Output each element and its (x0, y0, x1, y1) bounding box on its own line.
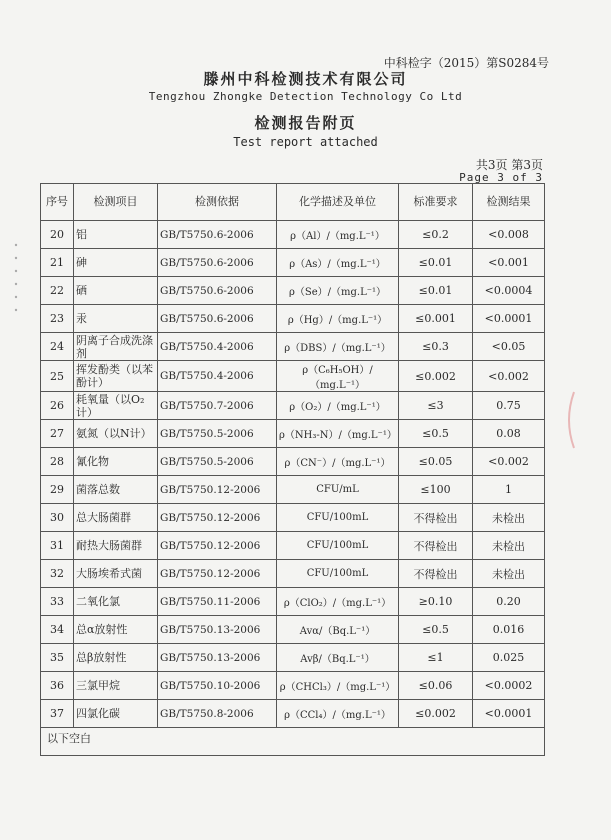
cell-basis: GB/T5750.5-2006 (158, 420, 277, 448)
table-row (41, 392, 545, 420)
cell-standard: ≤0.001 (399, 305, 473, 333)
table-row (41, 504, 545, 532)
cell-item: 砷 (74, 249, 158, 277)
table-row (41, 221, 545, 249)
cell-no: 20 (41, 221, 74, 249)
cell-no: 22 (41, 277, 74, 305)
cell-no: 36 (41, 672, 74, 700)
blank-cell (41, 728, 545, 756)
cell-result: <0.0004 (473, 277, 545, 305)
cell-no: 21 (41, 249, 74, 277)
cell-no: 29 (41, 476, 74, 504)
table-row (41, 644, 545, 672)
company-name-cn: 滕州中科检测技术有限公司 (203, 70, 408, 88)
cell-chem-unit: ρ（CHCl₃）/（mg.L⁻¹） (277, 672, 399, 700)
cell-chem-unit: ρ（C₆H₅OH）/（mg.L⁻¹） (277, 361, 399, 392)
cell-basis: GB/T5750.10-2006 (158, 672, 277, 700)
cell-chem-unit: ρ（NH₃-N）/（mg.L⁻¹） (277, 420, 399, 448)
cell-basis: GB/T5750.6-2006 (158, 277, 277, 305)
cell-no: 33 (41, 588, 74, 616)
table-row (41, 361, 545, 392)
test-results-table (40, 183, 545, 756)
cell-standard: ≤0.5 (399, 616, 473, 644)
cell-item: 四氯化碳 (74, 700, 158, 728)
cell-chem-unit: ρ（CN⁻）/（mg.L⁻¹） (277, 448, 399, 476)
cell-standard: ≥0.10 (399, 588, 473, 616)
cell-item: 总α放射性 (74, 616, 158, 644)
cell-basis: GB/T5750.11-2006 (158, 588, 277, 616)
cell-chem-unit: ρ（As）/（mg.L⁻¹） (277, 249, 399, 277)
header-no: 序号 (41, 184, 74, 221)
cell-basis: GB/T5750.4-2006 (158, 361, 277, 392)
cell-no: 32 (41, 560, 74, 588)
cell-standard: ≤0.05 (399, 448, 473, 476)
cell-chem-unit: ρ（DBS）/（mg.L⁻¹） (277, 333, 399, 361)
cell-standard: ≤100 (399, 476, 473, 504)
cell-standard: ≤0.01 (399, 249, 473, 277)
cell-result: <0.05 (473, 333, 545, 361)
cell-item: 耗氧量（以O₂计） (74, 392, 158, 420)
cell-standard: ≤0.01 (399, 277, 473, 305)
cell-result: 0.20 (473, 588, 545, 616)
cell-standard: ≤0.5 (399, 420, 473, 448)
cell-chem-unit: CFU/100mL (277, 560, 399, 588)
cell-result: <0.002 (473, 448, 545, 476)
table-row (41, 560, 545, 588)
cell-result: <0.008 (473, 221, 545, 249)
cell-basis: GB/T5750.5-2006 (158, 448, 277, 476)
cell-item: 总β放射性 (74, 644, 158, 672)
cell-standard: ≤0.2 (399, 221, 473, 249)
header-result: 检测结果 (473, 184, 545, 221)
cell-standard: ≤0.3 (399, 333, 473, 361)
cell-result: <0.0001 (473, 700, 545, 728)
cell-basis: GB/T5750.7-2006 (158, 392, 277, 420)
header-standard: 标准要求 (399, 184, 473, 221)
cell-basis: GB/T5750.13-2006 (158, 644, 277, 672)
cell-standard: ≤0.002 (399, 361, 473, 392)
table-row (41, 672, 545, 700)
cell-chem-unit: Avα/（Bq.L⁻¹） (277, 616, 399, 644)
cell-chem-unit: CFU/100mL (277, 532, 399, 560)
table-row (41, 588, 545, 616)
cell-chem-unit: ρ（ClO₂）/（mg.L⁻¹） (277, 588, 399, 616)
cell-basis: GB/T5750.12-2006 (158, 532, 277, 560)
cell-no: 37 (41, 700, 74, 728)
blank-row (41, 728, 545, 756)
cell-chem-unit: ρ（Se）/（mg.L⁻¹） (277, 277, 399, 305)
cell-result: 未检出 (473, 532, 545, 560)
cell-basis: GB/T5750.6-2006 (158, 221, 277, 249)
cell-no: 35 (41, 644, 74, 672)
cell-basis: GB/T5750.12-2006 (158, 476, 277, 504)
page-indicator-en: Page 3 of 3 (459, 171, 543, 184)
cell-item: 氨氮（以N计） (74, 420, 158, 448)
scan-marks-decoration (12, 240, 22, 330)
cell-chem-unit: ρ（O₂）/（mg.L⁻¹） (277, 392, 399, 420)
report-title-en: Test report attached (233, 135, 378, 149)
cell-result: 0.016 (473, 616, 545, 644)
cell-no: 28 (41, 448, 74, 476)
cell-chem-unit: ρ（CCl₄）/（mg.L⁻¹） (277, 700, 399, 728)
table-header-row (41, 184, 545, 221)
report-title-cn: 检测报告附页 (254, 114, 357, 132)
cell-result: 0.08 (473, 420, 545, 448)
cell-no: 24 (41, 333, 74, 361)
cell-result: 0.025 (473, 644, 545, 672)
cell-item: 氰化物 (74, 448, 158, 476)
cell-item: 耐热大肠菌群 (74, 532, 158, 560)
cell-no: 25 (41, 361, 74, 392)
cell-item: 汞 (74, 305, 158, 333)
cell-basis: GB/T5750.6-2006 (158, 305, 277, 333)
company-name-en: Tengzhou Zhongke Detection Technology Co Ltd (148, 90, 463, 103)
cell-item: 总大肠菌群 (74, 504, 158, 532)
cell-result: <0.001 (473, 249, 545, 277)
table-row (41, 420, 545, 448)
cell-no: 27 (41, 420, 74, 448)
cell-no: 34 (41, 616, 74, 644)
cell-standard: ≤0.06 (399, 672, 473, 700)
cell-item: 铝 (74, 221, 158, 249)
table-row (41, 333, 545, 361)
cell-item: 三氯甲烷 (74, 672, 158, 700)
cell-chem-unit: ρ（Al）/（mg.L⁻¹） (277, 221, 399, 249)
document-code: 中科检字（2015）第S0284号 (383, 56, 549, 70)
table-row (41, 249, 545, 277)
blank-note: 以下空白 (47, 732, 91, 745)
cell-standard: ≤1 (399, 644, 473, 672)
cell-item: 大肠埃希式菌 (74, 560, 158, 588)
cell-basis: GB/T5750.12-2006 (158, 504, 277, 532)
cell-standard: 不得检出 (399, 532, 473, 560)
header-basis: 检测依据 (158, 184, 277, 221)
cell-no: 26 (41, 392, 74, 420)
cell-item: 菌落总数 (74, 476, 158, 504)
header-item: 检测项目 (74, 184, 158, 221)
cell-no: 31 (41, 532, 74, 560)
cell-basis: GB/T5750.8-2006 (158, 700, 277, 728)
cell-result: <0.002 (473, 361, 545, 392)
cell-basis: GB/T5750.12-2006 (158, 560, 277, 588)
cell-result: 0.75 (473, 392, 545, 420)
cell-no: 23 (41, 305, 74, 333)
cell-basis: GB/T5750.4-2006 (158, 333, 277, 361)
cell-standard: ≤0.002 (399, 700, 473, 728)
cell-chem-unit: ρ（Hg）/（mg.L⁻¹） (277, 305, 399, 333)
table-row (41, 277, 545, 305)
page-indicator-cn: 共3页 第3页 (475, 158, 543, 172)
cell-item: 阴离子合成洗涤剂 (74, 333, 158, 361)
cell-result: 未检出 (473, 504, 545, 532)
stamp-edge-decoration (560, 390, 580, 450)
cell-standard: 不得检出 (399, 504, 473, 532)
table-row (41, 305, 545, 333)
cell-item: 挥发酚类（以苯酚计） (74, 361, 158, 392)
table-row (41, 700, 545, 728)
cell-no: 30 (41, 504, 74, 532)
cell-basis: GB/T5750.13-2006 (158, 616, 277, 644)
table-row (41, 448, 545, 476)
cell-item: 二氧化氯 (74, 588, 158, 616)
table-row (41, 476, 545, 504)
header-chem-unit: 化学描述及单位 (277, 184, 399, 221)
cell-standard: ≤3 (399, 392, 473, 420)
table-row (41, 532, 545, 560)
table-row (41, 616, 545, 644)
cell-chem-unit: CFU/mL (277, 476, 399, 504)
cell-result: <0.0001 (473, 305, 545, 333)
cell-item: 硒 (74, 277, 158, 305)
cell-standard: 不得检出 (399, 560, 473, 588)
cell-basis: GB/T5750.6-2006 (158, 249, 277, 277)
cell-result: 1 (473, 476, 545, 504)
cell-result: 未检出 (473, 560, 545, 588)
cell-chem-unit: CFU/100mL (277, 504, 399, 532)
cell-result: <0.0002 (473, 672, 545, 700)
cell-chem-unit: Avβ/（Bq.L⁻¹） (277, 644, 399, 672)
